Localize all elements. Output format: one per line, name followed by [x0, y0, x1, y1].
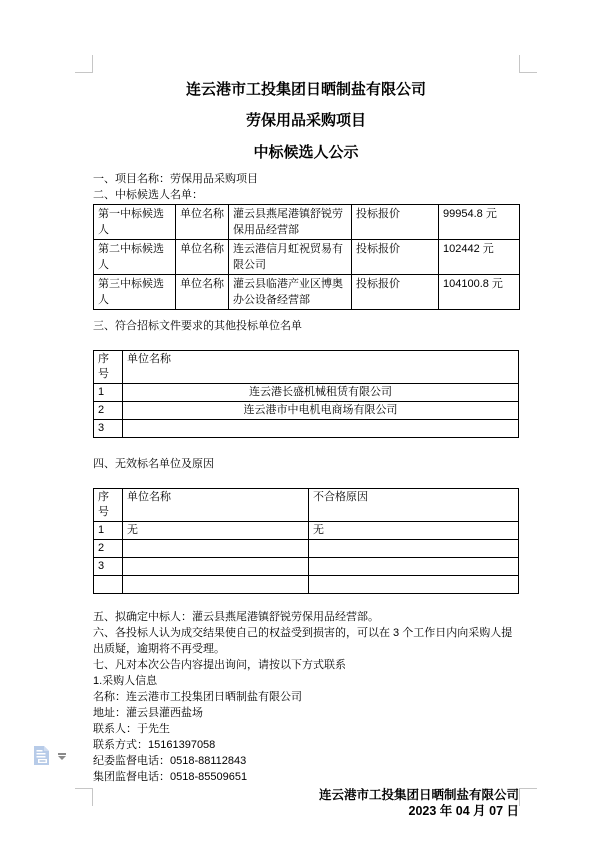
reason-cell	[309, 558, 519, 576]
table-row	[94, 275, 520, 310]
crop-mark-top-right	[519, 55, 537, 73]
seq-cell: 2	[94, 402, 123, 420]
table-row	[94, 576, 519, 594]
unit-name-cell	[123, 420, 519, 438]
seq-cell: 3	[94, 558, 123, 576]
table-row	[94, 384, 519, 402]
section-1-project-name: 一、项目名称：劳保用品采购项目	[93, 173, 258, 185]
section-5-confirmed-winner: 五、拟确定中标人：灌云县燕尾港镇舒锐劳保用品经营部。	[93, 611, 379, 623]
unit-name-cell: 连云港市中电机电商场有限公司	[123, 402, 519, 420]
candidate-rank-cell: 第三中标候选人	[94, 275, 176, 310]
unit-label-cell: 单位名称	[176, 240, 229, 275]
unit-name-header-cell: 单位名称	[123, 489, 309, 522]
group-supervision-phone-line: 集团监督电话：0518-85509651	[93, 771, 248, 783]
chevron-down-icon[interactable]	[58, 753, 66, 760]
buyer-name-line: 名称：连云港市工投集团日晒制盐有限公司	[93, 691, 302, 703]
buyer-address-line: 地址：灌云县灌西盐场	[93, 707, 203, 719]
table-row	[94, 558, 519, 576]
section-6-objection-notice: 六、各投标人认为成交结果使自己的权益受到损害的，可以在 3 个工作日内向采购人提出质疑，逾期将不再受理。	[93, 627, 513, 655]
unit-label-cell: 单位名称	[176, 275, 229, 310]
buyer-contact-person-line: 联系人：于先生	[93, 723, 170, 735]
price-value-cell: 102442 元	[439, 240, 520, 275]
unit-name-cell: 灌云县燕尾港镇舒锐劳保用品经营部	[229, 205, 352, 240]
other-bidders-table	[93, 350, 519, 438]
signature-company: 连云港市工投集团日晒制盐有限公司	[318, 788, 519, 802]
price-label-cell: 投标报价	[352, 275, 439, 310]
reason-header-cell: 不合格原因	[309, 489, 519, 522]
section-7-contact-notice: 七、凡对本次公告内容提出询问，请按以下方式联系	[93, 659, 346, 671]
document-content	[93, 73, 519, 819]
table-row	[94, 240, 520, 275]
buyer-info-heading: 1.采购人信息	[93, 675, 158, 687]
unit-name-cell: 无	[123, 522, 309, 540]
discipline-supervision-phone-line: 纪委监督电话：0518-88112843	[93, 755, 247, 767]
seq-header-cell: 序号	[94, 351, 123, 384]
table-row	[94, 205, 520, 240]
table-row	[94, 540, 519, 558]
price-value-cell: 99954.8 元	[439, 205, 520, 240]
section-3-other-bidders: 三、符合招标文件要求的其他投标单位名单	[93, 320, 302, 332]
reason-cell	[309, 540, 519, 558]
unit-name-cell	[123, 540, 309, 558]
invalid-bids-table	[93, 488, 519, 594]
crop-mark-top-left	[75, 55, 93, 73]
unit-name-cell: 连云港信月虹祝贸易有限公司	[229, 240, 352, 275]
table-row	[94, 522, 519, 540]
seq-cell: 1	[94, 384, 123, 402]
crop-mark-bottom-left	[75, 788, 93, 806]
seq-cell	[94, 576, 123, 594]
signature-date: 2023 年 04 月 07 日	[408, 804, 519, 818]
price-label-cell: 投标报价	[352, 240, 439, 275]
buyer-phone-line: 联系方式：15161397058	[93, 739, 216, 751]
seq-cell: 2	[94, 540, 123, 558]
unit-name-cell	[123, 558, 309, 576]
section-4-invalid-bids: 四、无效标名单位及原因	[93, 458, 214, 470]
candidates-table	[93, 204, 520, 310]
table-header-row	[94, 489, 519, 522]
reason-cell	[309, 576, 519, 594]
paste-options-button[interactable]	[34, 746, 66, 771]
unit-label-cell: 单位名称	[176, 205, 229, 240]
unit-name-cell	[123, 576, 309, 594]
unit-name-header-cell: 单位名称	[123, 351, 519, 384]
unit-name-cell: 灌云县临港产业区博奥办公设备经营部	[229, 275, 352, 310]
table-row	[94, 402, 519, 420]
seq-cell: 3	[94, 420, 123, 438]
seq-cell: 1	[94, 522, 123, 540]
table-header-row	[94, 351, 519, 384]
crop-mark-bottom-right	[519, 788, 537, 806]
price-value-cell: 104100.8 元	[439, 275, 520, 310]
candidate-rank-cell: 第二中标候选人	[94, 240, 176, 275]
title-company: 连云港市工投集团日晒制盐有限公司	[185, 81, 426, 98]
table-row	[94, 420, 519, 438]
candidate-rank-cell: 第一中标候选人	[94, 205, 176, 240]
title-announcement: 中标候选人公示	[253, 144, 359, 161]
seq-header-cell: 序号	[94, 489, 123, 522]
price-label-cell: 投标报价	[352, 205, 439, 240]
reason-cell: 无	[309, 522, 519, 540]
section-2-candidate-list: 二、中标候选人名单：	[93, 189, 203, 201]
title-project: 劳保用品采购项目	[245, 112, 366, 129]
unit-name-cell: 连云港长盛机械租赁有限公司	[123, 384, 519, 402]
paste-options-icon[interactable]	[34, 746, 51, 771]
